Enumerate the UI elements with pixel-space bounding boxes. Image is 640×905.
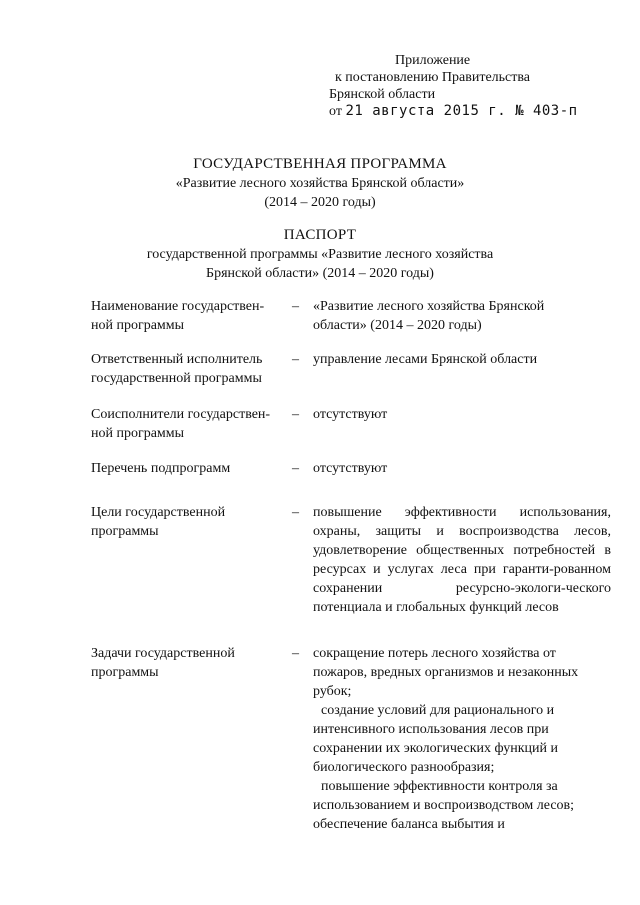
row-dash: – — [292, 461, 299, 476]
row-value — [313, 297, 611, 335]
row-label — [91, 503, 281, 541]
row-label — [91, 297, 281, 335]
row-label — [91, 350, 281, 388]
row-label — [91, 459, 281, 478]
label-line: Ответственный исполнитель — [91, 352, 263, 367]
appendix-date-prefix: от — [329, 104, 346, 119]
label-line: ной программы — [91, 426, 185, 441]
label-line: Перечень подпрограмм — [91, 461, 231, 476]
program-title-line2: «Развитие лесного хозяйства Брянской области» — [175, 176, 465, 191]
value-line: использованием и воспроизводством лесов; — [313, 798, 575, 813]
label-line: Задачи государственной — [91, 646, 235, 661]
row-value — [313, 405, 611, 424]
value-line: отсутствуют — [313, 461, 388, 476]
value-line: отсутствуют — [313, 407, 388, 422]
value-line: сохранении их экологических функций и — [313, 741, 558, 756]
value-line: создание условий для рационального и — [321, 703, 555, 718]
label-line: ной программы — [91, 318, 185, 333]
label-line: Соисполнители государствен- — [91, 407, 271, 422]
value-line: сокращение потерь лесного хозяйства от — [313, 646, 556, 661]
passport-subtitle-line2: Брянской области» (2014 – 2020 годы) — [206, 266, 434, 281]
appendix-date-line — [329, 103, 578, 120]
value-line: биологического разнообразия; — [313, 760, 495, 775]
program-title-line3: (2014 – 2020 годы) — [264, 195, 376, 210]
row-value — [313, 644, 611, 834]
row-dash: – — [292, 505, 299, 520]
row-value — [313, 503, 611, 617]
row-dash: – — [292, 407, 299, 422]
value-paragraph: повышение эффективности использования, охраны, защиты и воспроизводства лесов, удовлетворение общественных потребностей в ресурсах и услугах леса при гаранти-рованном сохранении ресурсно-экологи-ческого потенциала и глобальных функций лесов — [313, 505, 611, 615]
appendix-block — [329, 52, 578, 120]
row-value — [313, 459, 611, 478]
label-line: государственной программы — [91, 371, 262, 386]
value-line: интенсивного использования лесов при — [313, 722, 549, 737]
passport-subtitle-line1: государственной программы «Развитие лесного хозяйства — [146, 247, 494, 262]
row-dash: – — [292, 299, 299, 314]
program-title-line1: ГОСУДАРСТВЕННАЯ ПРОГРАММА — [193, 156, 447, 172]
label-line: программы — [91, 524, 159, 539]
label-line: программы — [91, 665, 159, 680]
appendix-title: Приложение — [395, 53, 471, 68]
label-line: Наименование государствен- — [91, 299, 265, 314]
appendix-resolution: к постановлению Правительства — [335, 70, 531, 85]
label-line: Цели государственной — [91, 505, 226, 520]
row-label — [91, 644, 281, 682]
value-line: обеспечение баланса выбытия и — [313, 817, 505, 832]
appendix-region: Брянской области — [329, 87, 436, 102]
passport-heading — [0, 226, 640, 283]
value-line: управление лесами Брянской области — [313, 352, 538, 367]
row-value — [313, 350, 611, 369]
value-line: рубок; — [313, 684, 352, 699]
row-dash: – — [292, 352, 299, 367]
value-line: пожаров, вредных организмов и незаконных — [313, 665, 579, 680]
program-title — [0, 155, 640, 212]
row-dash: – — [292, 646, 299, 661]
row-label — [91, 405, 281, 443]
appendix-date-number: 21 августа 2015 г. № 403-п — [345, 103, 578, 119]
value-line: области» (2014 – 2020 годы) — [313, 318, 482, 333]
passport-title: ПАСПОРТ — [283, 227, 357, 243]
value-line: повышение эффективности контроля за — [321, 779, 558, 794]
value-line: «Развитие лесного хозяйства Брянской — [313, 299, 545, 314]
